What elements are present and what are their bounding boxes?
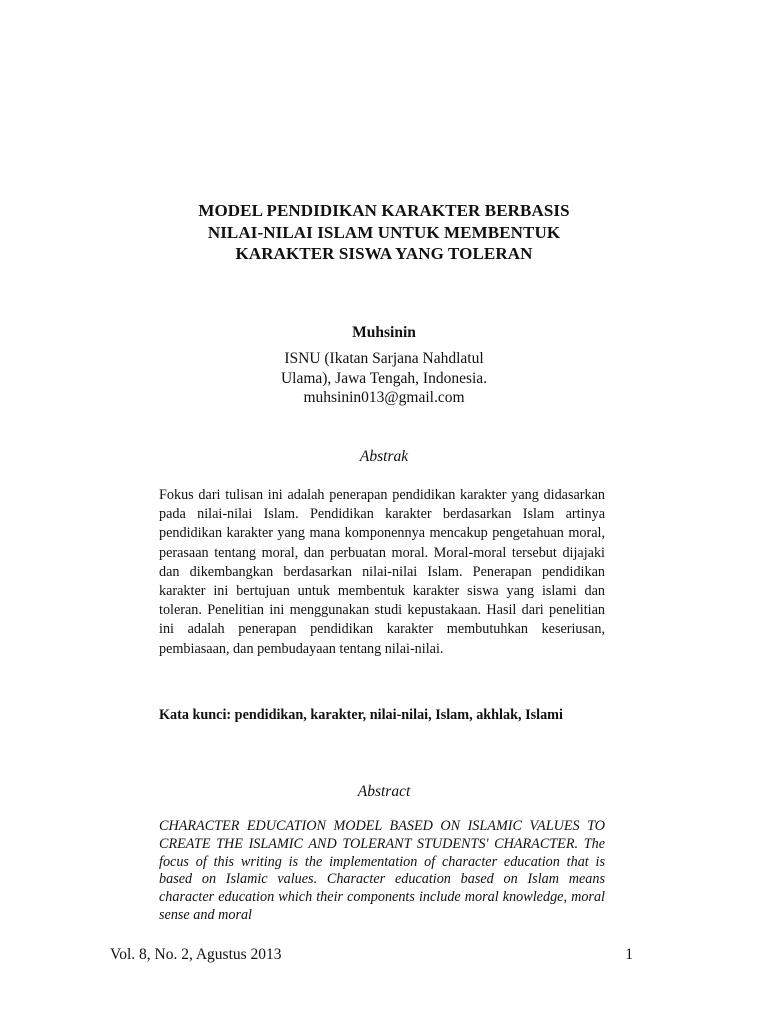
author-affiliation bbox=[200, 349, 568, 389]
title-line: MODEL PENDIDIKAN KARAKTER BERBASIS bbox=[198, 201, 570, 220]
author-email: muhsinin013@gmail.com bbox=[303, 389, 465, 406]
journal-volume-info: Vol. 8, No. 2, Agustus 2013 bbox=[110, 946, 282, 963]
author-name: Muhsinin bbox=[352, 324, 416, 341]
abstrak-text: Fokus dari tulisan ini adalah penerapan pendidikan karakter yang didasarkan pada nilai-nilai Islam. Pendidikan karakter berdasarkan Islam artinya pendidikan karakter yang mana komponennya mencakup pengetahuan moral, perasaan tentang moral, dan perbuatan moral. Moral-moral tersebut dijajaki dan dikembangkan berdasarkan nilai-nilai Islam. Penerapan pendidikan karakter ini bertujuan untuk membentuk karakter siswa yang islami dan toleran. Penelitian ini menggunakan studi kepustakaan. Hasil dari penelitian ini adalah penerapan pendidikan karakter membutuhkan keseriusan, pembiasaan, dan pembudayaan tentang nilai-nilai. bbox=[159, 487, 605, 657]
page-number: 1 bbox=[625, 946, 633, 963]
abstract-heading: Abstract bbox=[357, 783, 411, 800]
keywords: Kata kunci: pendidikan, karakter, nilai-nilai, Islam, akhlak, Islami bbox=[159, 707, 563, 723]
affiliation-line: Ulama), Jawa Tengah, Indonesia. bbox=[280, 370, 488, 387]
abstrak-heading: Abstrak bbox=[359, 448, 409, 465]
paper-title bbox=[140, 200, 628, 265]
title-line: NILAI-NILAI ISLAM UNTUK MEMBENTUK bbox=[207, 222, 561, 242]
title-line: KARAKTER SISWA YANG TOLERAN bbox=[235, 244, 533, 263]
abstract-text: CHARACTER EDUCATION MODEL BASED ON ISLAMIC VALUES TO CREATE THE ISLAMIC AND TOLERANT STUDENTS' CHARACTER. The focus of this writing is the implementation of character education that is based on Islamic values. Character education based on Islam means character education which their components include moral knowledge, moral sense and moral bbox=[159, 818, 605, 923]
affiliation-line: ISNU (Ikatan Sarjana Nahdlatul bbox=[284, 350, 484, 367]
